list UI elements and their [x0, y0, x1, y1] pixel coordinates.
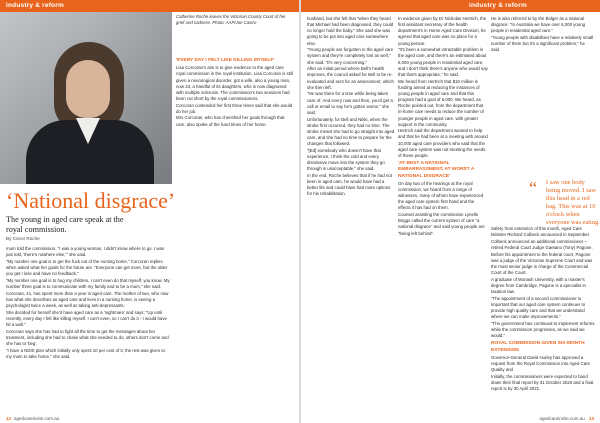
page-footer-left: [6, 416, 59, 421]
paragraph: "Young people are forgotten in the aged care system and they're completely lost as well," she said. "It's very concerning.": [307, 47, 394, 65]
article-photo: [0, 12, 172, 184]
article-column-4: [398, 16, 488, 412]
paragraph: "It's been a somewhat intractable problem in the aged care, and there's an estimated about 6,000 young people in residential aged care, and I don't think there's anyone who would say that that's appropriate," he said.: [398, 47, 488, 77]
paragraph: He is also referred to by the Bolger as a national disgrace: "In Australia we have over 6,000 young people in residential aged care.": [491, 16, 586, 34]
section-header-bar-right: [301, 0, 600, 12]
paragraph: "My number one goal is to get the fuck out of the nursing home," Corcoran replies when asked what her goals for the future are. "Everyone can get more, but the older you get I lose and have no feedback.": [6, 258, 168, 277]
paragraph: Corcoran contended her first three times said that she would do her job.: [176, 102, 293, 114]
paragraph: "The government has continued to implement reforms while the commission progresses, as we said we would.": [491, 320, 595, 339]
paragraph: Counsel assisting the commission Lynelle Briggs called the current system of care "a national disgrace" and said young people are "being left behind".: [398, 212, 485, 236]
paragraph: After an initial period where Bell's health improves, the council asked for Bell to be re-evaluated and sent for an assessment, which she then left.: [307, 66, 394, 90]
subheading: 'EVERY DAY I FELT LIKE KILLING MYSELF': [176, 58, 275, 63]
article-column-2: [6, 246, 171, 414]
page-number-right: 13: [588, 416, 594, 421]
section-label-right: industry & reform: [469, 2, 527, 9]
paragraph: On day two of the hearings at the royal commission, we heard from a range of witnesses, many of whom have experienced the aged care system first hand and the effects it has had on them.: [398, 180, 484, 211]
paragraph: husband, but she felt that "when they heard that Michael had been diagnosed, they could no longer hold the baby." She said she was going to be put into aged care somewhere else.: [307, 16, 394, 46]
paragraph: "He was there for a time while being taken care of. And every now and then, you'd get a call or email to say he's gotten worse," she said.: [307, 91, 393, 115]
paragraph: In evidence given by Dr Nicholas Hertrich, the first assistant secretary of the health department's in Home Aged Care Division, he agreed that aged care was no place for a young person.: [398, 16, 487, 46]
photo-caption: Catherine Roche leaves the Victorian County Court of her grief and sadness. Photo: AAP/Joe Castro: [176, 14, 286, 25]
paragraph: Mrs Corcoran, who has cherished her goals through that care, also spoke of the hard times of her home.: [176, 115, 285, 127]
paragraph: Lisa Corcoran's aim is to give evidence to the aged care royal commission in the royal institution. Lisa Corcoran is still given a neurological disorder, got a wife, also a young man, now 33, a handful of its daughters, who is now diagnosed with multiple sclerosis. The commission's two sessions had been cut short by the royal commissioners.: [176, 65, 293, 102]
article-headline: ‘National disgrace’: [6, 188, 176, 213]
subheading: ROYAL COMMISSION GIVEN SIX-MONTH EXTENSION: [491, 341, 585, 353]
page-number: 12: [6, 416, 12, 421]
pull-quote: I saw one body being moved. I saw this head in a red bag. This was at 10 o'clock when everyone was eating.: [546, 179, 600, 226]
article-column-5: [491, 16, 595, 176]
left-page: [0, 0, 299, 423]
article-column-3: [307, 16, 395, 412]
paragraph: Corcoran, 41, has spent more than a year in aged care. The mother of two, who now has what she describes as aged care and lives in a nursing home, is seeing a psychologist twice a week, as well as taking anti-depressants.: [6, 290, 169, 308]
article-column-5-continued: [491, 226, 595, 412]
right-page: [301, 0, 600, 423]
paragraph: mum told the commission. "I was a young woman, I didn't know where to go. I was just told, 'there's nowhere else,'" she said.: [6, 246, 165, 258]
paragraph: Initially, the commissioners were expected to hand down their final report by 31 October 2020 and a final report is by 30 April 2021.: [491, 373, 594, 392]
section-label: industry & reform: [6, 2, 64, 9]
section-header-bar: [0, 0, 299, 12]
paragraph: We heard from Hertrich that $10 million is funding aimed at reducing the instances of young people in aged care and that this program had a goal of 6,000. We heard, as Roche pointed out, from the department that in-home care needs to reduce the number of younger people in aged care, with greater support in the community.: [398, 78, 484, 127]
quote-icon: “: [529, 178, 537, 198]
paragraph: "The appointment of a second commissioner is important that our aged care system continues to provide high quality care and that we understand where we can make improvements.": [491, 295, 586, 320]
page-footer-right: [539, 416, 594, 421]
subheading: 'AT BEST A NATIONAL EMBARRASSMENT, AT WORST A NATIONAL DISGRACE': [398, 161, 475, 179]
paragraph: In the end, Roche believes that if he had not been in aged care, he would have had a better life and could have had more options for his rehabilitation.: [307, 172, 393, 197]
paragraph: "Young people with disabilities have a relatively small number of them but it's a significant problem," he said.: [491, 34, 594, 53]
paragraph: Governor-General David Hurley has approved a request from the Royal Commission into Aged Care Quality and: [491, 354, 590, 373]
paragraph: A graduate of Monash University, with a master's degree from Cambridge, Pagone is a specialist in taxation law.: [491, 276, 586, 295]
paragraph: Before his appointment to the federal court, Pagone was a judge of the Victorian Supreme Court and was the most senior judge in charge of the Commercial Court of the Court.: [491, 251, 593, 276]
paragraph: Corcoran says she has had to fight all the time to get the messages about her treatment, including she had to chase what she needed to do; others don't come and she has to 'beg'.: [6, 328, 169, 346]
paragraph: Unfortunately, for Bell and Nikki, when the stroke first occurred, they had no time. The stroke meant she had to go straight into aged care, and she had no time to prepare for the changes that followed.: [307, 116, 395, 147]
article-standfirst: The young in aged care speak at the royal commission.: [6, 215, 124, 234]
paragraph: Hertrich said the department wanted to help and that he had been at a meeting with around 10,000 aged care providers who said that the aged care system was not meeting the needs of these people.: [398, 128, 488, 158]
paragraph: "[Ed] somebody who doesn't have that experience, I think the cold and every dismissive move into the system they go through is unacceptable," she said.: [307, 147, 385, 172]
paragraph: Colbeck announced an additional commissioner – retired Federal Court Judge Gaetano (Tony) Pagone.: [491, 238, 593, 250]
footer-site-right: agedcareinsite.com.au: [539, 416, 585, 421]
footer-site: agedcareinsite.com.au: [14, 416, 60, 421]
paragraph: She decided for herself she'd have aged care as a 'nightmare' and says: "Up until recently, every day I felt like killing myself. I can't even, so I can't do it - I would have hit a wall.": [6, 309, 167, 327]
article-column-1: [176, 56, 294, 401]
paragraph: "My number one goal is to hug my children, I can't even do that myself, you know. My number three goal is to communicate with my family and to be a mum," she said.: [6, 277, 170, 289]
article-byline: By Conor Roche: [6, 236, 40, 241]
paragraph: "I have a NDIS plan which initially only spent 10 per cent of it; the rest was given to my mum to take home," she said.: [6, 347, 165, 359]
paragraph: Safety from extension of this month, Aged Care Minister Richard Colbeck announced in September.: [491, 226, 590, 238]
